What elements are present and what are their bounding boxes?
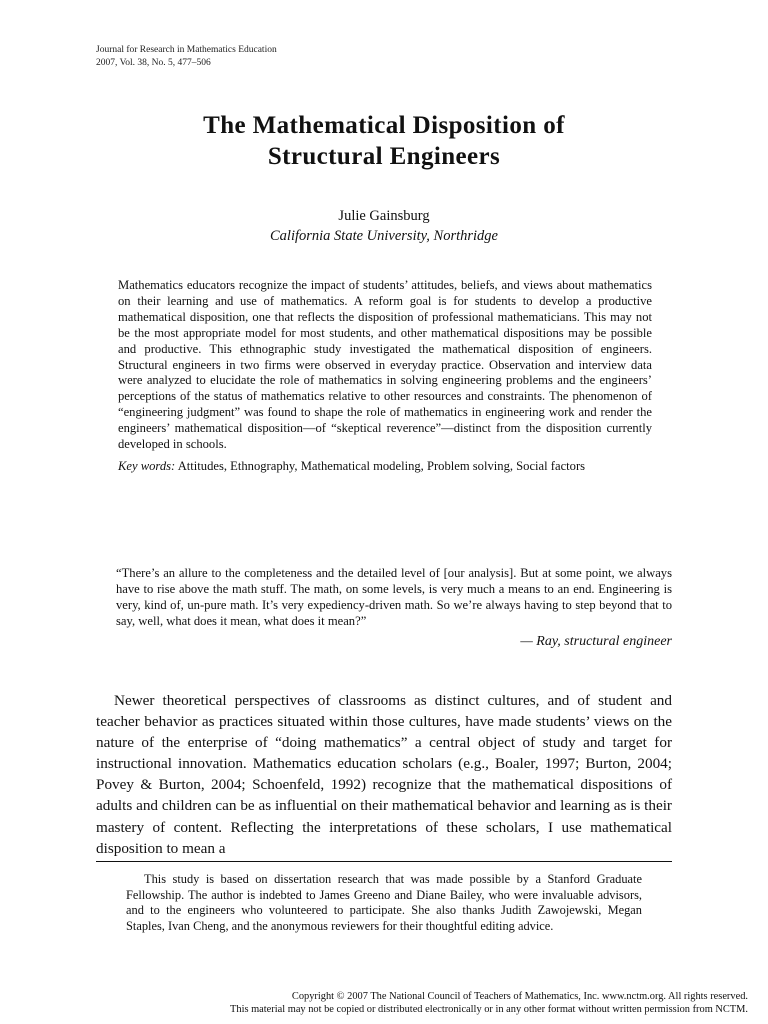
epigraph-attribution: — Ray, structural engineer [520,633,672,649]
author-name: Julie Gainsburg [338,208,430,224]
epigraph-quote: “There’s an allure to the completeness and the detailed level of [our analysis]. But at some point, we always have to rise above the math stuff. The math, on some levels, is very much a means to an end. Engineering is very, kind of, un-pure math. It’s very expediency-driven math. So we’re always having to step beyond that to say, well, what does it mean, what does it mean?” [116,566,672,628]
abstract [118,278,652,475]
keywords-label: Key words: [118,458,176,473]
title-line-1: The Mathematical Disposition of [203,112,565,139]
body-paragraph: Newer theoretical perspectives of classrooms as distinct cultures, and of student and teacher behavior as practices situated within those cultures, have made students’ views on the nature of the enterprise of “doing mathematics” a central object of study and target for instructional innovation. Mathematics education scholars (e.g., Boaler, 1997; Burton, 2004; Povey & Burton, 2004; Schoenfeld, 1992) recognize that the mathematical dispositions of adults and children can be as influential on their mathematical behavior and learning as is their mastery of content. Reflecting the interpretations of these scholars, I use mathematical disposition to mean a [96,692,672,857]
footnote [126,872,642,934]
copyright-notice [48,991,748,1017]
epigraph [116,566,672,650]
article-title [60,110,708,172]
journal-header [96,44,277,70]
copyright-line-1: Copyright © 2007 The National Council of Teachers of Mathematics, Inc. www.nctm.org. All rights reserved. [291,991,748,1002]
body-text [96,690,672,859]
keywords [118,459,652,475]
author-block [0,206,768,246]
journal-citation: 2007, Vol. 38, No. 5, 477–506 [96,58,211,68]
footnote-divider [96,861,672,862]
footnote-text: This study is based on dissertation research that was made possible by a Stanford Graduate Fellowship. The author is indebted to James Greeno and Diane Bailey, who were invaluable advisors, and to the engineers who volunteered to participate. She also thanks Judith Zawojewski, Megan Staples, Ivan Cheng, and the anonymous reviewers for their thoughtful editing advice. [126,872,642,933]
author-affiliation: California State University, Northridge [270,228,498,244]
abstract-text: Mathematics educators recognize the impact of students’ attitudes, beliefs, and views about mathematics on their learning and use of mathematics. A reform goal is for students to develop a productive mathematical disposition, one that reflects the disposition of professional mathematicians. This may not be the most appropriate model for most students, and other mathematical dispositions may be possible and productive. This ethnographic study investigated the mathematical disposition of engineers. Structural engineers in two firms were observed in everyday practice. Observation and interview data were analyzed to elucidate the role of mathematics in solving engineering problems and the engineers’ perceptions of the status of mathematics relative to other resources and constraints. The phenomenon of “engineering judgment” was found to shape the role of mathematics in engineering work and render the engineers’ mathematical disposition—of “skeptical reverence”—distinct from the disposition currently developed in schools. [118,278,652,452]
journal-name: Journal for Research in Mathematics Education [96,45,277,55]
keywords-list: Attitudes, Ethnography, Mathematical modeling, Problem solving, Social factors [175,458,586,473]
copyright-line-2: This material may not be copied or distributed electronically or in any other format without written permission from NCTM. [230,1003,748,1015]
title-line-2: Structural Engineers [267,143,501,170]
